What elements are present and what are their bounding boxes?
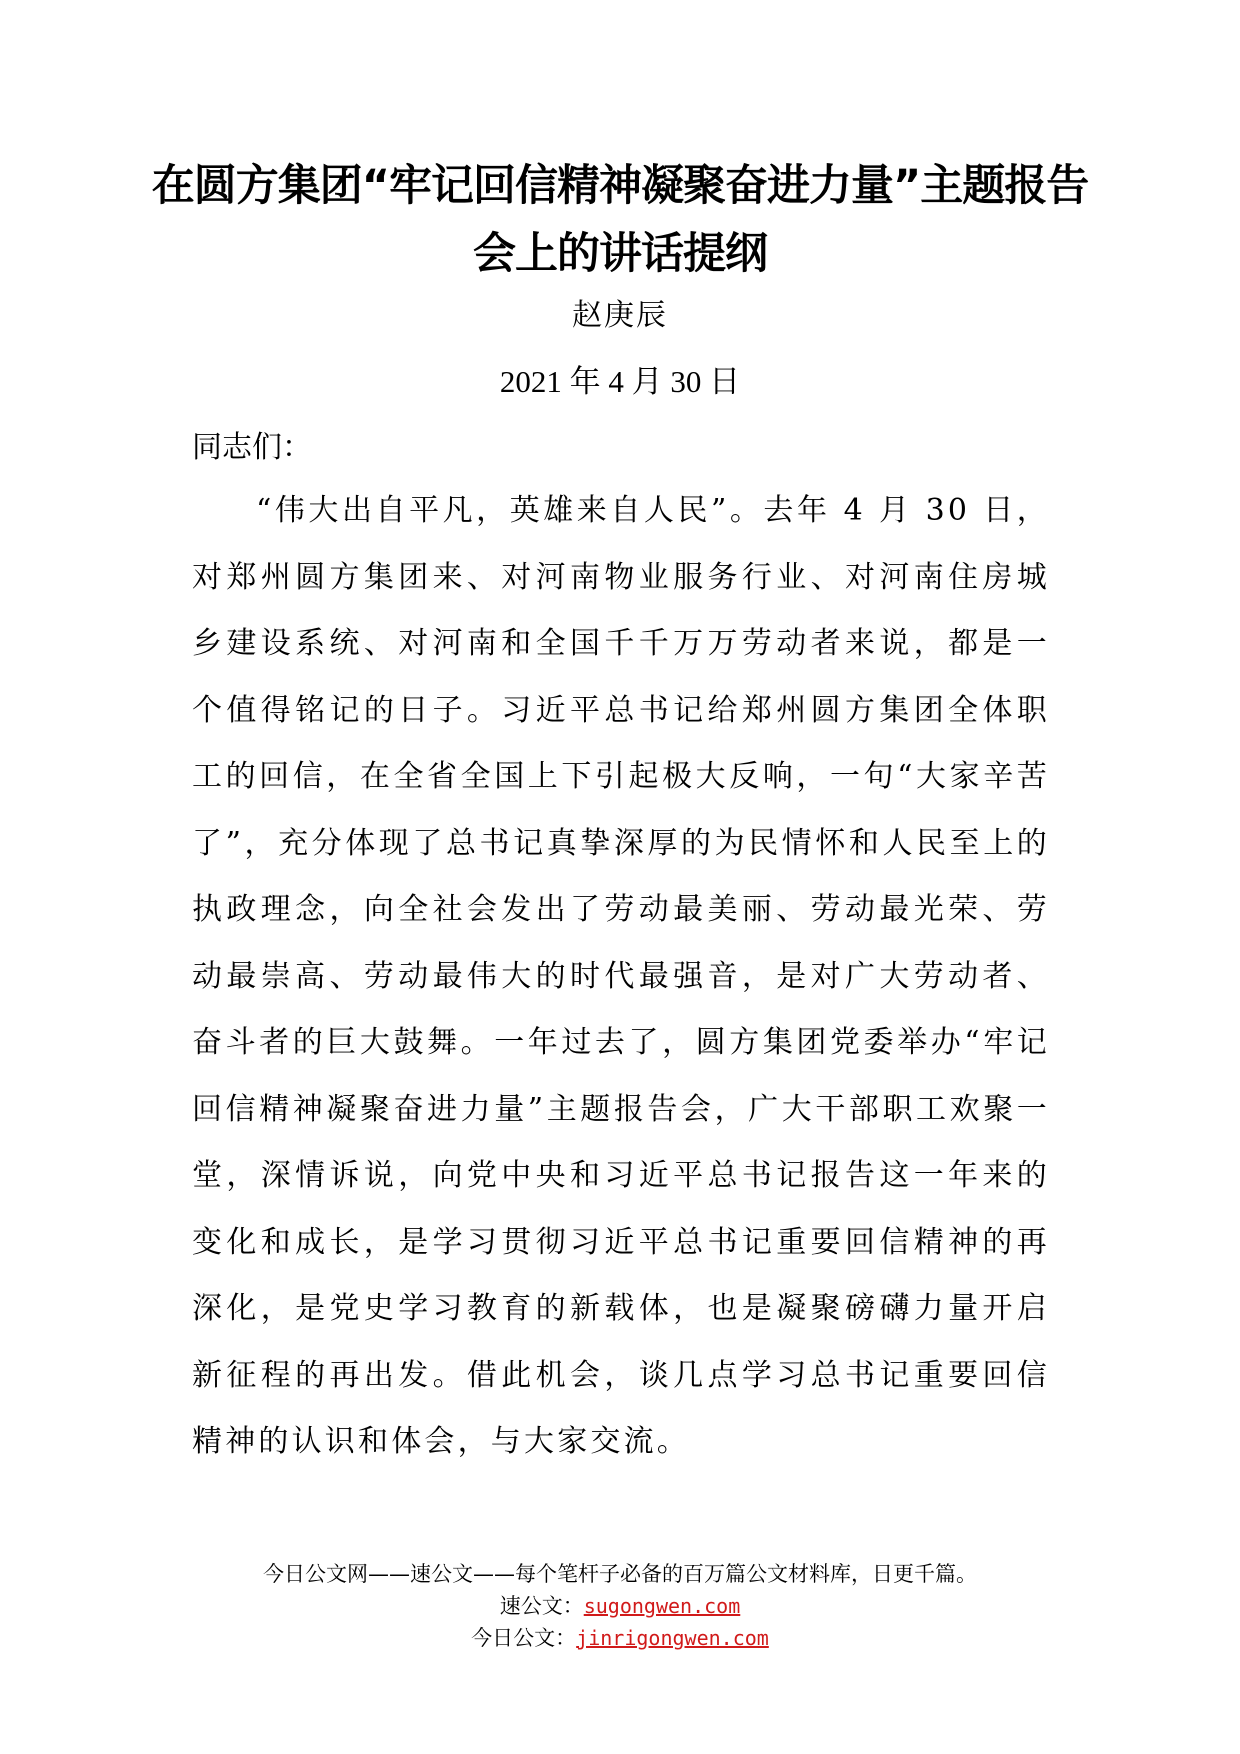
document-date: 2021 年 4 月 30 日	[499, 364, 741, 399]
footer-sugongwen-line	[0, 1590, 1240, 1622]
footer-jinrigongwen-line	[0, 1622, 1240, 1654]
footer-sugongwen-label: 速公文：	[499, 1594, 584, 1618]
jinrigongwen-link[interactable]: jinrigongwen.com	[576, 1626, 769, 1650]
page-footer	[0, 1558, 1240, 1654]
footer-slogan: 今日公文网——速公文——每个笔杆子必备的百万篇公文材料库，日更千篇。	[263, 1562, 977, 1586]
document-author: 赵庚辰	[572, 298, 668, 333]
document-title: 在圆方集团“牢记回信精神凝聚奋进力量”主题报告会上的讲话提纲	[151, 161, 1089, 279]
body-paragraph: “伟大出自平凡，英雄来自人民”。去年 4 月 30 日，对郑州圆方集团来、对河南物业服务行业、对河南住房城乡建设系统、对河南和全国千千万万劳动者来说，都是一个值得铭记的日子。习近平总书记给郑州圆方集团全体职工的回信，在全省全国上下引起极大反响，一句“大家辛苦了”，充分体现了总书记真挚深厚的为民情怀和人民至上的执政理念，向全社会发出了劳动最美丽、劳动最光荣、劳动最崇高、劳动最伟大的时代最强音，是对广大劳动者、奋斗者的巨大鼓舞。一年过去了，圆方集团党委举办“牢记回信精神凝聚奋进力量”主题报告会，广大干部职工欢聚一堂，深情诉说，向党中央和习近平总书记报告这一年来的变化和成长，是学习贯彻习近平总书记重要回信精神的再深化，是党史学习教育的新载体，也是凝聚磅礴力量开启新征程的再出发。借此机会，谈几点学习总书记重要回信精神的认识和体会，与大家交流。	[192, 493, 1050, 1459]
sugongwen-link[interactable]: sugongwen.com	[583, 1594, 741, 1618]
salutation: 同志们：	[192, 430, 312, 465]
footer-jinrigongwen-label: 今日公文：	[471, 1626, 577, 1650]
